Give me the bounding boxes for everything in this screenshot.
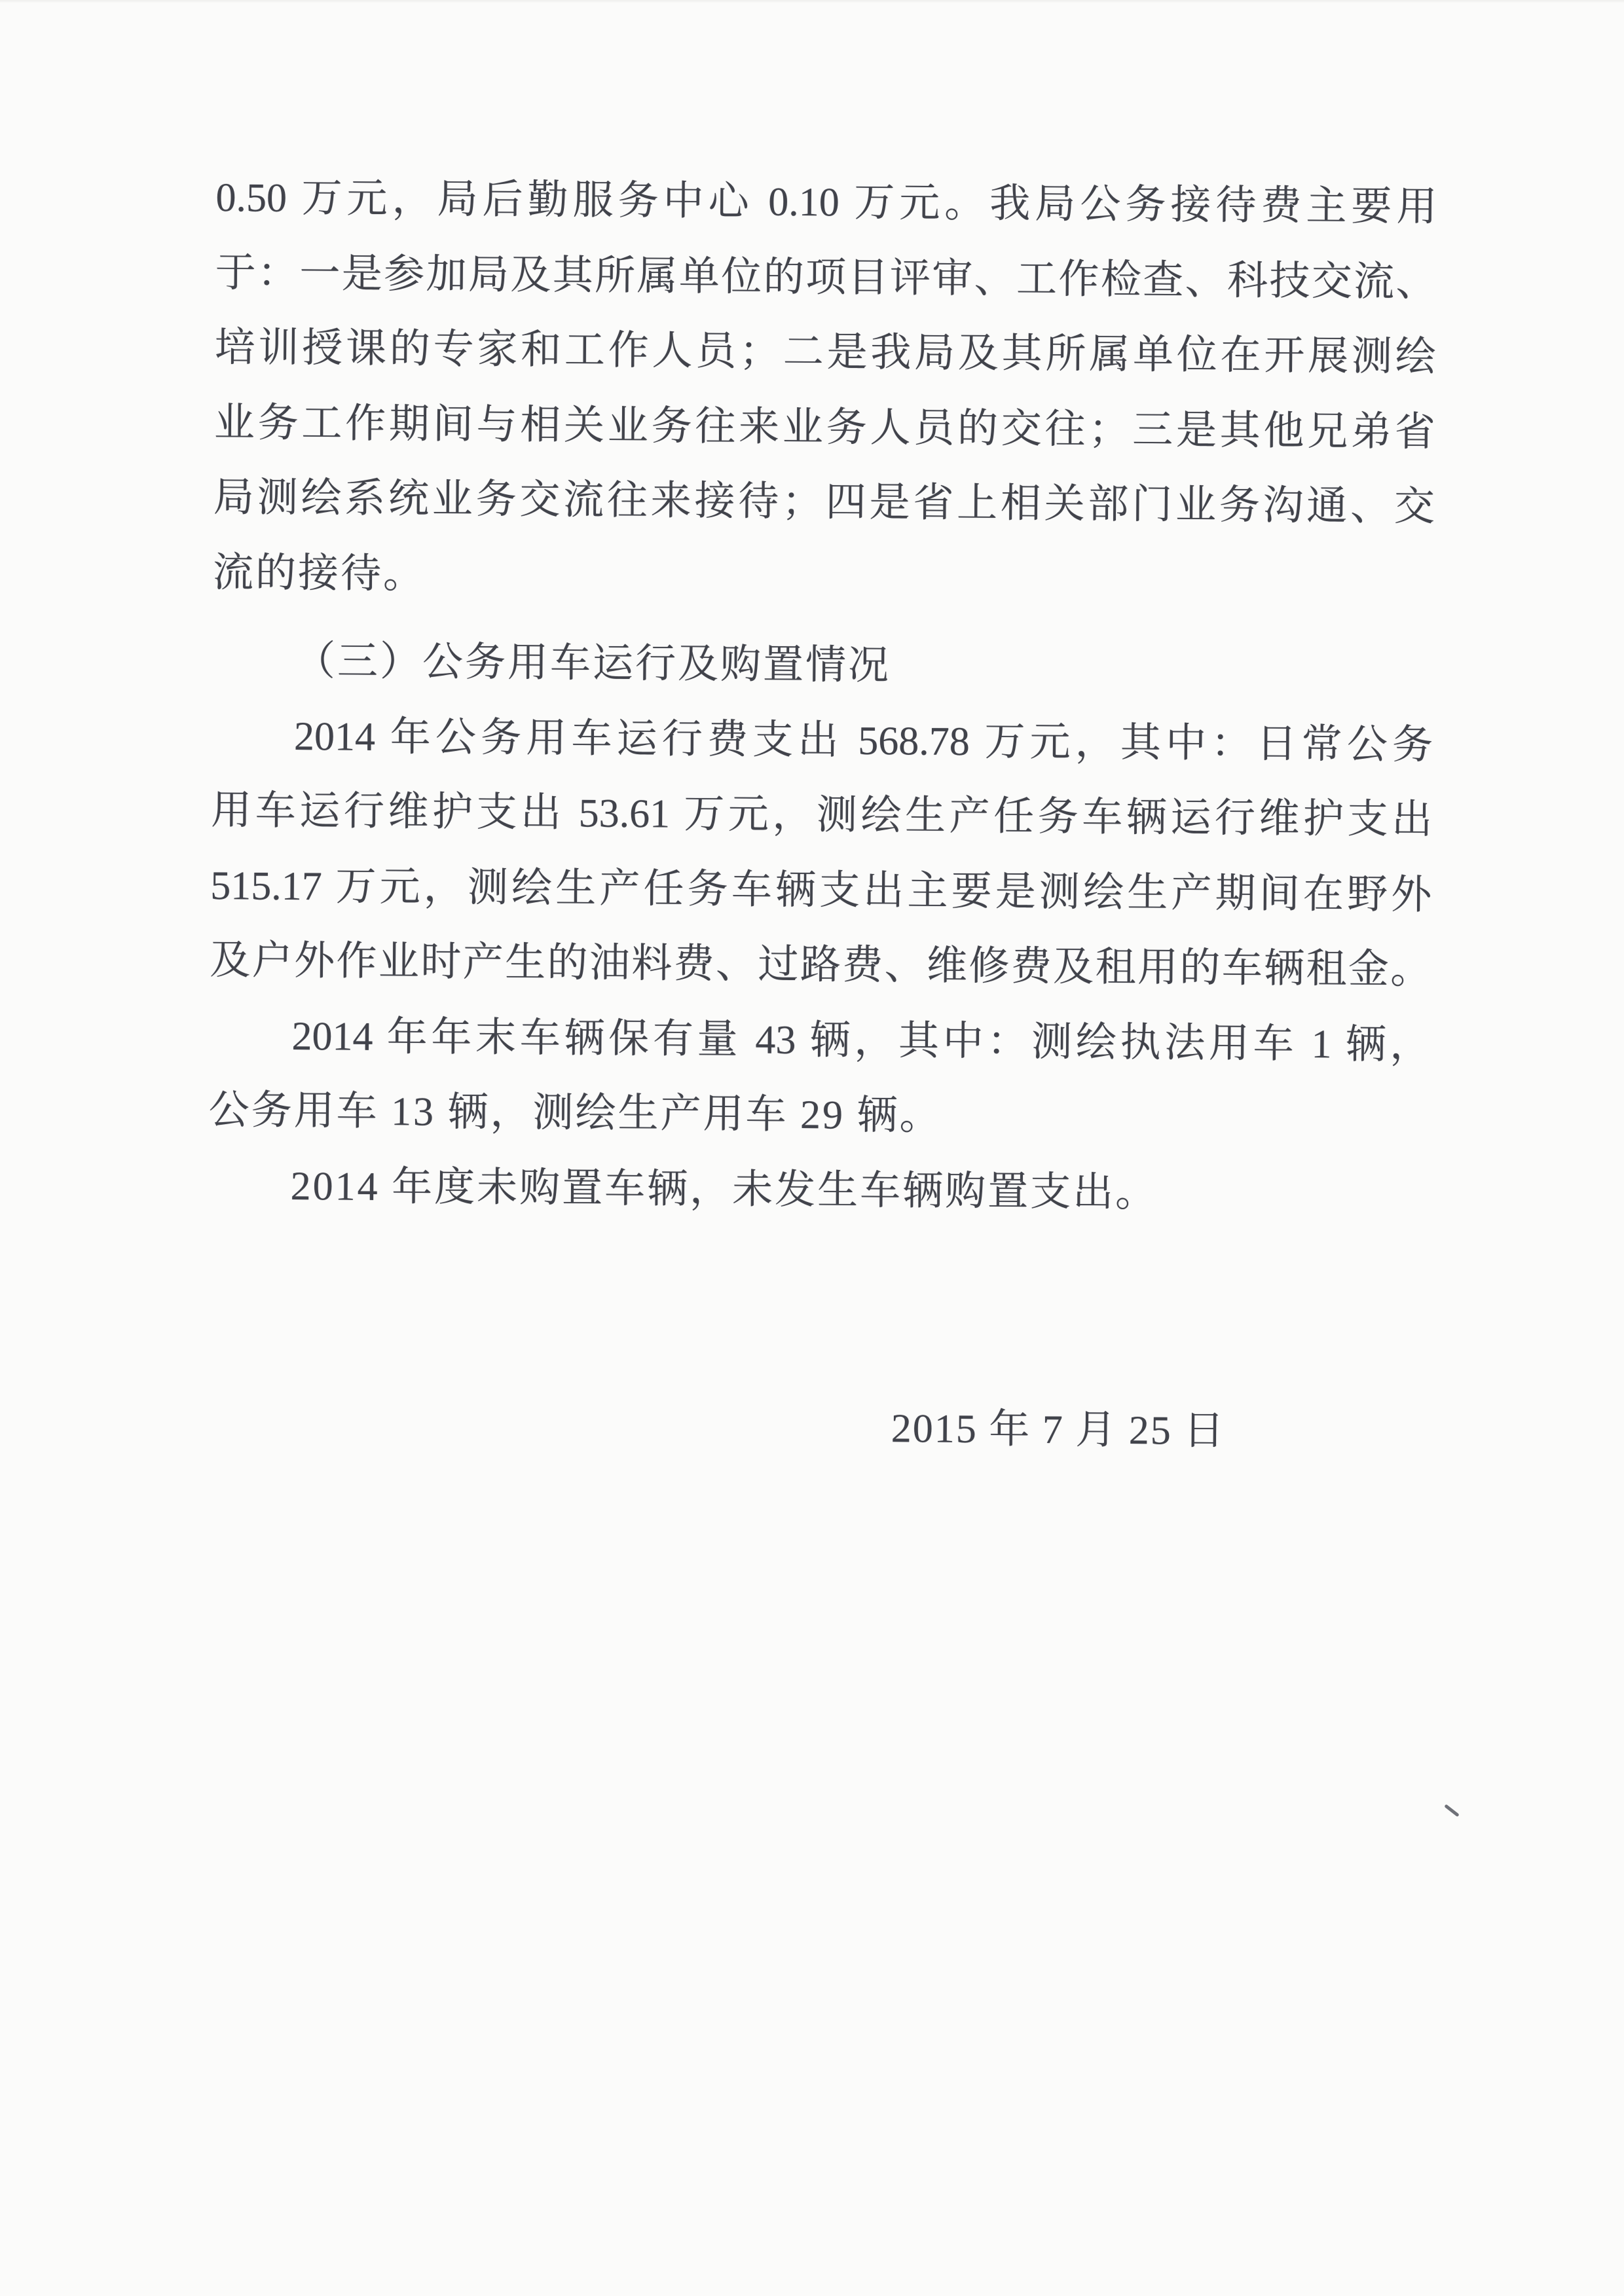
- text-line: 局测绘系统业务交流往来接待；四是省上相关部门业务沟通、交: [213, 475, 1435, 530]
- text-line: 流的接待。: [212, 550, 426, 597]
- text-line: 2014 年度未购置车辆，未发生车辆购置支出。: [290, 1163, 1158, 1215]
- text-line: 公务用车 13 辆，测绘生产用车 29 辆。: [208, 1087, 942, 1139]
- text-line: 0.50 万元，局后勤服务中心 0.10 万元。我局公务接待费主要用: [215, 175, 1437, 230]
- text-line: 2014 年公务用车运行费支出 568.78 万元，其中：日常公务: [293, 714, 1433, 768]
- date-line: 2015 年 7 月 25 日: [891, 1406, 1226, 1454]
- scan-speck-mark: [1444, 1804, 1460, 1817]
- text-line: 于：一是参加局及其所属单位的项目评审、工作检查、科技交流、: [215, 250, 1437, 305]
- document-body: [206, 160, 1437, 1470]
- text-line: 515.17 万元，测绘生产任务车辆支出主要是测绘生产期间在野外: [210, 863, 1432, 918]
- text-line: 用车运行维护支出 53.61 万元，测绘生产任务车辆运行维护支出: [210, 788, 1433, 843]
- text-line: 及户外作业时产生的油料费、过路费、维修费及租用的车辆租金。: [210, 938, 1431, 993]
- text-line: 2014 年年末车辆保有量 43 辆，其中：测绘执法用车 1 辆，: [291, 1013, 1431, 1068]
- section-heading: （三）公务用车运行及购置情况: [294, 638, 891, 689]
- text-line: 培训授课的专家和工作人员；二是我局及其所属单位在开展测绘: [214, 325, 1436, 380]
- text-line: 业务工作期间与相关业务往来业务人员的交往；三是其他兄弟省: [213, 400, 1436, 455]
